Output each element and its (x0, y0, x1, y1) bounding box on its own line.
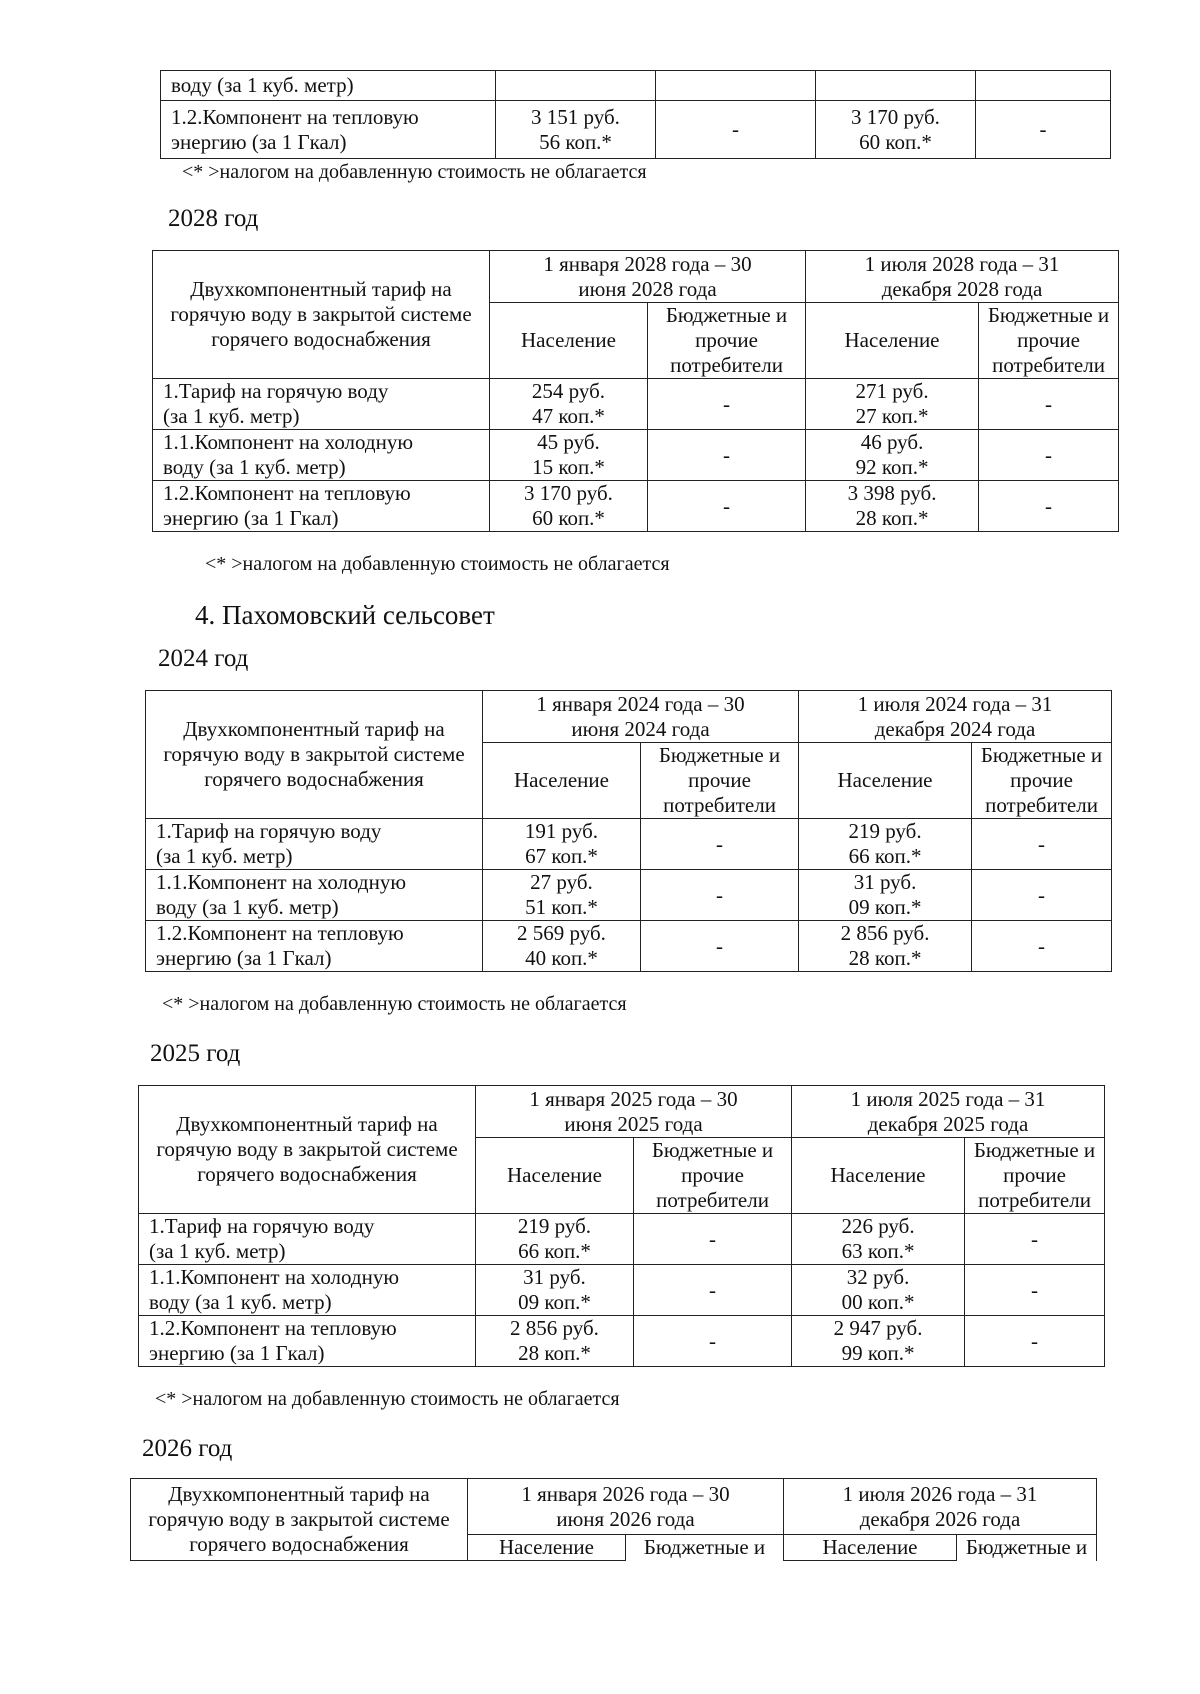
tariff-value-budget: - (634, 1316, 792, 1367)
period-header: 1 января 2025 года – 30 июня 2025 года (476, 1086, 792, 1138)
period-header: 1 января 2026 года – 30 июня 2026 года (468, 1479, 784, 1535)
column-header-budget: Бюджетные и прочие потребители (972, 743, 1112, 819)
top-fragment (160, 70, 1111, 159)
tariff-table-2028 (152, 250, 1119, 532)
tariff-value-budget: - (641, 870, 799, 921)
column-header-population: Население (490, 303, 648, 379)
tariff-header: Двухкомпонентный тариф на горячую воду в закрытой системе горячего водоснабжения (131, 1479, 468, 1561)
row-label: 1.Тариф на горячую воду (за 1 куб. метр) (139, 1214, 476, 1265)
year-heading: 2025 год (150, 1040, 241, 1067)
tariff-value: - (656, 101, 816, 159)
row-label: 1.1.Компонент на холодную воду (за 1 куб. метр) (146, 870, 483, 921)
column-header-population: Население (483, 743, 641, 819)
tariff-value-budget: - (979, 379, 1119, 430)
tariff-header: Двухкомпонентный тариф на горячую воду в закрытой системе горячего водоснабжения (139, 1086, 476, 1214)
row-label: 1.2.Компонент на тепловую энергию (за 1 Гкал) (139, 1316, 476, 1367)
tariff-value-population: 219 руб. 66 коп.* (476, 1214, 634, 1265)
tariff-header: Двухкомпонентный тариф на горячую воду в закрытой системе горячего водоснабжения (146, 691, 483, 819)
row-label: 1.1.Компонент на холодную воду (за 1 куб. метр) (153, 430, 490, 481)
column-header-budget: Бюджетные и прочие потребители (641, 743, 799, 819)
row-label: 1.2.Компонент на тепловую энергию (за 1 Гкал) (161, 101, 496, 159)
column-header-population: Население (792, 1138, 965, 1214)
tariff-value-population: 46 руб. 92 коп.* (806, 430, 979, 481)
tariff-value-population: 254 руб. 47 коп.* (490, 379, 648, 430)
column-header-population: Население (806, 303, 979, 379)
vat-note: <* >налогом на добавленную стоимость не облагается (155, 1388, 620, 1410)
tariff-value: 3 151 руб. 56 коп.* (496, 101, 656, 159)
column-header-population: Население (784, 1535, 957, 1561)
tariff-value-budget: - (965, 1214, 1105, 1265)
tariff-value-population: 191 руб. 67 коп.* (483, 819, 641, 870)
tariff-value-budget: - (965, 1265, 1105, 1316)
period-header: 1 июля 2024 года – 31 декабря 2024 года (799, 691, 1112, 743)
tariff-table-2024 (145, 690, 1112, 972)
table-row (146, 870, 1112, 921)
tariff-value-population: 31 руб. 09 коп.* (476, 1265, 634, 1316)
table-row (161, 71, 1111, 101)
tariff-table-2026 (130, 1478, 1097, 1561)
column-header-budget: Бюджетные и прочие потребители (648, 303, 806, 379)
tariff-value-budget: - (648, 481, 806, 532)
tariff-value-budget: - (979, 481, 1119, 532)
tariff-value: 3 170 руб. 60 коп.* (816, 101, 976, 159)
row-label: воду (за 1 куб. метр) (161, 71, 496, 101)
column-header-budget: Бюджетные и (626, 1535, 784, 1561)
tariff-value-population: 226 руб. 63 коп.* (792, 1214, 965, 1265)
tariff-table-2025 (138, 1085, 1105, 1367)
tariff-value-budget: - (972, 921, 1112, 972)
table-row (153, 481, 1119, 532)
period-header: 1 июля 2025 года – 31 декабря 2025 года (792, 1086, 1105, 1138)
table-row (146, 819, 1112, 870)
period-header: 1 июля 2028 года – 31 декабря 2028 года (806, 251, 1119, 303)
column-header-budget: Бюджетные и прочие потребители (979, 303, 1119, 379)
tariff-value-population: 2 856 руб. 28 коп.* (799, 921, 972, 972)
vat-note: <* >налогом на добавленную стоимость не облагается (205, 553, 670, 575)
tariff-value-population: 3 170 руб. 60 коп.* (490, 481, 648, 532)
tariff-value-population: 3 398 руб. 28 коп.* (806, 481, 979, 532)
tariff-value-budget: - (972, 870, 1112, 921)
table-row (146, 921, 1112, 972)
tariff-table-fragment (160, 70, 1111, 159)
tariff-value-population: 32 руб. 00 коп.* (792, 1265, 965, 1316)
table-row (153, 430, 1119, 481)
column-header-population: Население (799, 743, 972, 819)
table-row (161, 101, 1111, 159)
section-title: 4. Пахомовский сельсовет (195, 600, 495, 630)
tariff-value-population: 2 569 руб. 40 коп.* (483, 921, 641, 972)
table-row (139, 1214, 1105, 1265)
vat-note: <* >налогом на добавленную стоимость не облагается (182, 161, 647, 183)
period-header: 1 января 2028 года – 30 июня 2028 года (490, 251, 806, 303)
tariff-value-population: 271 руб. 27 коп.* (806, 379, 979, 430)
row-label: 1.Тариф на горячую воду (за 1 куб. метр) (153, 379, 490, 430)
tariff-value-population: 219 руб. 66 коп.* (799, 819, 972, 870)
year-heading: 2028 год (168, 205, 259, 232)
tariff-header: Двухкомпонентный тариф на горячую воду в закрытой системе горячего водоснабжения (153, 251, 490, 379)
tariff-value-budget: - (641, 819, 799, 870)
table-row (139, 1316, 1105, 1367)
column-header-budget: Бюджетные и прочие потребители (965, 1138, 1105, 1214)
tariff-value-population: 45 руб. 15 коп.* (490, 430, 648, 481)
column-header-budget: Бюджетные и (957, 1535, 1097, 1561)
year-heading: 2024 год (158, 645, 249, 672)
tariff-value-population: 2 947 руб. 99 коп.* (792, 1316, 965, 1367)
row-label: 1.Тариф на горячую воду (за 1 куб. метр) (146, 819, 483, 870)
tariff-value-budget: - (972, 819, 1112, 870)
tariff-value-budget: - (648, 379, 806, 430)
column-header-population: Население (468, 1535, 626, 1561)
tariff-value-budget: - (641, 921, 799, 972)
tariff-value-budget: - (979, 430, 1119, 481)
year-heading: 2026 год (142, 1435, 233, 1462)
table-row (139, 1265, 1105, 1316)
tariff-value: - (976, 101, 1111, 159)
tariff-value-budget: - (648, 430, 806, 481)
column-header-population: Население (476, 1138, 634, 1214)
period-header: 1 января 2024 года – 30 июня 2024 года (483, 691, 799, 743)
tariff-value-population: 2 856 руб. 28 коп.* (476, 1316, 634, 1367)
row-label: 1.2.Компонент на тепловую энергию (за 1 Гкал) (146, 921, 483, 972)
column-header-budget: Бюджетные и прочие потребители (634, 1138, 792, 1214)
period-header: 1 июля 2026 года – 31 декабря 2026 года (784, 1479, 1097, 1535)
row-label: 1.2.Компонент на тепловую энергию (за 1 Гкал) (153, 481, 490, 532)
tariff-value-budget: - (634, 1265, 792, 1316)
tariff-value-population: 31 руб. 09 коп.* (799, 870, 972, 921)
tariff-value-population: 27 руб. 51 коп.* (483, 870, 641, 921)
row-label: 1.1.Компонент на холодную воду (за 1 куб. метр) (139, 1265, 476, 1316)
tariff-value-budget: - (634, 1214, 792, 1265)
tariff-value-budget: - (965, 1316, 1105, 1367)
table-row (153, 379, 1119, 430)
vat-note: <* >налогом на добавленную стоимость не облагается (162, 993, 627, 1015)
